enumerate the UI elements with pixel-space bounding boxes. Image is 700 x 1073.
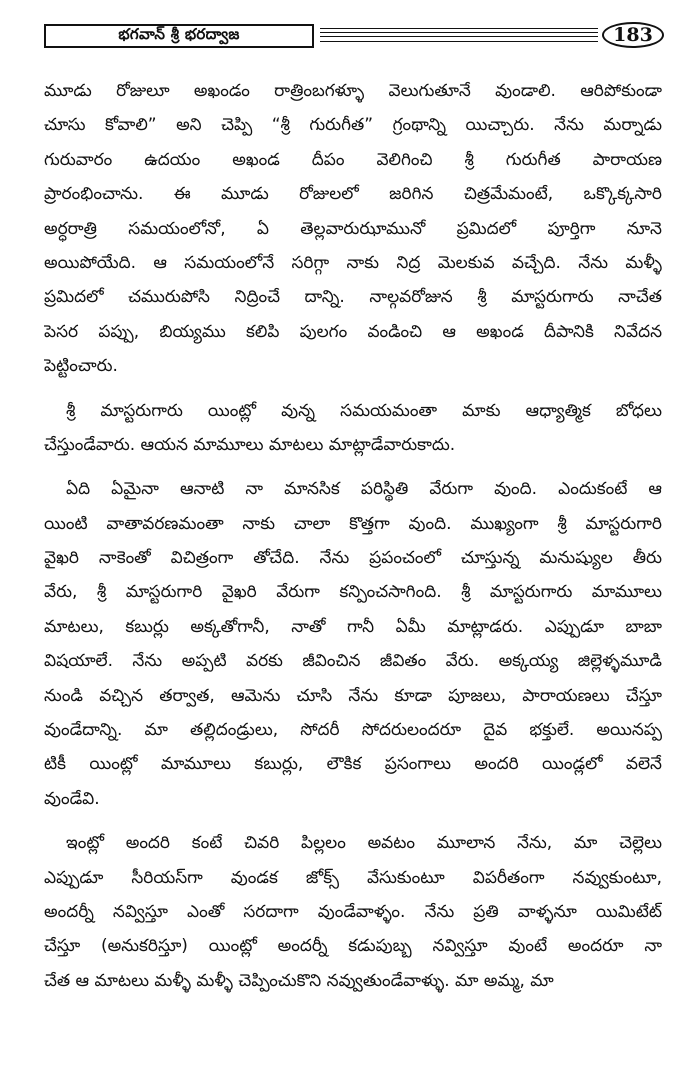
text-line: యింటి వాతావరణమంతా నాకు చాలా కొత్తగా వుంది. ముఖ్యంగా శ్రీ మాస్టరుగారి: [44, 513, 662, 534]
text-line: వేరు, శ్రీ మాస్టరుగారి వైఖరి వేరుగా కన్పించసాగింది. శ్రీ మాస్టరుగారు మామూలు: [44, 582, 662, 603]
page-number-oval: [602, 22, 664, 48]
text-line: వైఖరి నాకెంతో విచిత్రంగా తోచేది. నేను ప్రపంచంలో చూస్తున్న మనుష్యుల తీరు: [44, 548, 662, 569]
text-line: వుండేదాన్ని. మా తల్లిదండ్రులు, సోదరీ సోదరులందరూ దైవ భక్తులే. అయినప్ప: [44, 720, 662, 741]
paragraph: [44, 74, 662, 384]
text-line: చేస్తూ (అనుకరిస్తూ) యింట్లో అందర్నీ కడుపుబ్బ నవ్విస్తూ వుంటే అందరూ నా: [44, 936, 662, 957]
text-line: ఎప్పుడూ సీరియస్‌గా వుండక జోక్స్ వేసుకుంటూ విపరీతంగా నవ్వుకుంటూ,: [44, 867, 662, 888]
text-line: ప్రారంభించాను. ఈ మూడు రోజులలో జరిగిన చిత్రమేమంటే, ఒక్కొక్కసారి: [44, 184, 662, 205]
paragraph: [44, 472, 662, 816]
text-line: చేత ఆ మాటలు మళ్ళీ మళ్ళీ చెప్పించుకొని నవ్వుతుండేవాళ్ళు. మా అమ్మ, మా: [44, 970, 554, 991]
text-line: పెట్టించారు.: [44, 356, 118, 377]
text-line: వుండేవి.: [44, 788, 100, 809]
paragraph-gap: [44, 816, 662, 826]
text-line: టికీ యింట్లో మామూలు కబుర్లు, లౌకిక ప్రసంగాలు అందరి యిండ్లలో వలెనే: [44, 754, 662, 775]
text-line: నుండి వచ్చిన తర్వాత, ఆమెను చూసి నేను కూడా పూజలు, పారాయణలు చేస్తూ: [44, 685, 662, 706]
text-line: పెసర పప్పు, బియ్యము కలిపి పులగం వండించి ఆ అఖండ దీపానికి నివేదన: [44, 321, 662, 342]
text-line: చూసు కోవాలి” అని చెప్పి “శ్రీ గురుగీత” గ్రంథాన్ని యిచ్చారు. నేను మర్నాడు: [44, 115, 662, 136]
paragraph: [44, 826, 662, 998]
header-rule-lines: [320, 28, 598, 42]
text-line: మూడు రోజులూ అఖండం రాత్రింబగళ్ళూ వెలుగుతూనే వుండాలి. ఆరిపోకుండా: [44, 81, 662, 101]
paragraph: [44, 394, 662, 463]
text-line: ప్రమిదలో చమురుపోసి నిద్రించే దాన్ని. నాల్గవరోజున శ్రీ మాస్టరుగారు నాచేత: [44, 287, 662, 308]
running-title: భగవాన్ శ్రీ భరద్వాజ: [118, 25, 240, 43]
paragraph-gap: [44, 384, 662, 394]
page-body: [44, 74, 662, 998]
text-line: ఏది ఏమైనా ఆనాటి నా మానసిక పరిస్థితి వేరుగా వుంది. ఎందుకంటే ఆ: [66, 479, 662, 500]
text-line: అయిపోయేది. ఆ సమయంలోనే సరిగ్గా నాకు నిద్ర మెలకువ వచ్చేది. నేను మళ్ళీ: [44, 252, 662, 273]
running-header: [44, 22, 662, 52]
paragraph-gap: [44, 462, 662, 472]
text-line: ఇంట్లో అందరి కంటే చివరి పిల్లలం అవటం మూలాన నేను, మా చెల్లెలు: [66, 833, 662, 854]
text-line: అర్ధరాత్రి సమయంలోనో, ఏ తెల్లవారుఝామునో ప్రమిదలో పూర్తిగా నూనె: [44, 218, 662, 239]
page-number: 183: [613, 23, 653, 46]
text-line: మాటలు, కబుర్లు అక్కతోగానీ, నాతో గానీ ఏమీ మాట్లాడరు. ఎప్పుడూ బాబా: [44, 616, 662, 637]
running-title-box: [44, 24, 314, 48]
text-line: శ్రీ మాస్టరుగారు యింట్లో వున్న సమయమంతా మాకు ఆధ్యాత్మిక బోధలు: [66, 400, 662, 421]
text-line: గురువారం ఉదయం అఖండ దీపం వెలిగించి శ్రీ గురుగీత పారాయణ: [44, 149, 662, 170]
text-line: విషయాలే. నేను అప్పటి వరకు జీవించిన జీవితం వేరు. అక్కయ్య జిల్లెళ్ళమూడి: [44, 651, 662, 672]
text-line: చేస్తుండేవారు. ఆయన మామూలు మాటలు మాట్లాడేవారుకాదు.: [44, 434, 456, 455]
text-line: అందర్నీ నవ్విస్తూ ఎంతో సరదాగా వుండేవాళ్ళం. నేను ప్రతి వాళ్ళనూ యిమిటేట్: [44, 901, 662, 922]
